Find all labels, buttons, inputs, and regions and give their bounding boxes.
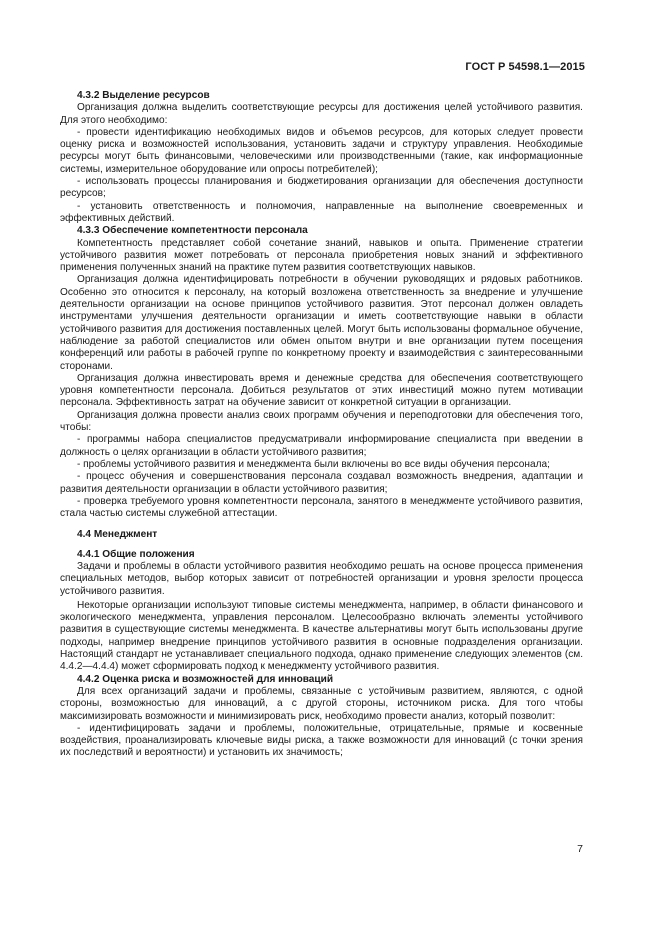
list-item: - программы набора специалистов предусматривали информирование специалиста при введении в должность о целях организации в области устойчивого развития;: [60, 434, 583, 458]
paragraph: Организация должна идентифицировать потребности в обучении руководящих и рядовых работников. Особенно это относится к персоналу, на который возложена ответственность за внедрение и улучшение деятельности организации на основе принципов устойчивого развития. Этот персонал должен овладеть инструментами улучшения деятельности организации и иметь соответствующие навыки в области устойчивого развития для достижения поставленных целей. Могут быть использованы формальное обучение, наблюдение за работой специалистов или обмен опытом внутри и вне организации путем посещения конференций или работы в рабочей группе по конкретному проекту и взаимодействия с заинтересованными сторонами.: [60, 274, 583, 372]
document-code-header: ГОСТ Р 54598.1—2015: [465, 61, 585, 73]
list-item: - процесс обучения и совершенствования персонала создавал возможность внедрения, адаптации и развития деятельности организации в области устойчивого развития;: [60, 471, 583, 495]
paragraph: Для всех организаций задачи и проблемы, связанные с устойчивым развитием, являются, с одной стороны, возможностью для инноваций, а с другой стороны, источником риска. Для того чтобы максимизировать возможности и минимизировать риск, необходимо провести анализ, который позволит:: [60, 685, 583, 722]
page-number: 7: [577, 843, 583, 855]
paragraph: Организация должна выделить соответствующие ресурсы для достижения целей устойчивого развития. Для этого необходимо:: [60, 102, 583, 126]
document-body: [60, 90, 583, 760]
paragraph: Компетентность представляет собой сочетание знаний, навыков и опыта. Применение стратегии устойчивого развития может потребовать от персонала приобретения новых знаний и эффективного применения полученных знаний на практике путем развития соответствующих навыков.: [60, 237, 583, 274]
paragraph: Организация должна провести анализ своих программ обучения и переподготовки для обеспечения того, чтобы:: [60, 409, 583, 434]
paragraph: Некоторые организации используют типовые системы менеджмента, например, в области финансового и экологического менеджмента, управления персоналом. Целесообразно включать элементы устойчивого развития в существующие системы менеджмента. В качестве альтернативы могут быть использованы другие подходы, например внедрение принципов устойчивого развития в основные подразделения организации. Настоящий стандарт не устанавливает специального подхода, однако применение следующих элементов (см. 4.4.2—4.4.4) может сформировать подход к менеджменту устойчивого развития.: [60, 599, 583, 673]
section-heading-4-4-1: 4.4.1 Общие положения: [77, 548, 195, 560]
list-item: - установить ответственность и полномочия, направленные на выполнение своевременных и эффективных действий.: [60, 200, 583, 224]
list-item: - использовать процессы планирования и бюджетирования организации для обеспечения доступности ресурсов;: [60, 176, 583, 200]
list-item: - проверка требуемого уровня компетентности персонала, занятого в менеджменте устойчивого развития, стала частью системы служебной аттестации.: [60, 495, 583, 520]
paragraph: Организация должна инвестировать время и денежные средства для обеспечения соответствующего уровня компетентности персонала. Добиться результатов от этих инвестиций можно путем мотивации персонала. Эффективность затрат на обучение зависит от конкретной ситуации в организации.: [60, 372, 583, 409]
section-heading-4-4-2: 4.4.2 Оценка риска и возможностей для инноваций: [77, 673, 334, 685]
list-item: - идентифицировать задачи и проблемы, положительные, отрицательные, прямые и косвенные воздействия, проанализировать ключевые виды риска, а также возможности для инноваций (с точки зрения их последствий и вероятности) и установить их значимость;: [60, 722, 583, 759]
section-heading-4-3-2: 4.3.2 Выделение ресурсов: [77, 90, 210, 101]
list-item: - провести идентификацию необходимых видов и объемов ресурсов, для которых следует провести оценку риска и возможностей использования, установить задачи и структуру управления. Необходимые ресурсы могут быть финансовыми, человеческими или производственными (такие, как информационные системы, измерительное оборудование или опросы потребителей);: [60, 126, 583, 175]
section-heading-4-4: 4.4 Менеджмент: [77, 529, 158, 541]
list-item: - проблемы устойчивого развития и менеджмента были включены во все виды обучения персонала;: [77, 458, 550, 470]
paragraph: Задачи и проблемы в области устойчивого развития необходимо решать на основе процесса применения специальных методов, выбор которых зависит от потребностей организации и уровня зрелости процесса устойчивого развития.: [60, 560, 583, 597]
section-heading-4-3-3: 4.3.3 Обеспечение компетентности персонала: [77, 225, 308, 237]
